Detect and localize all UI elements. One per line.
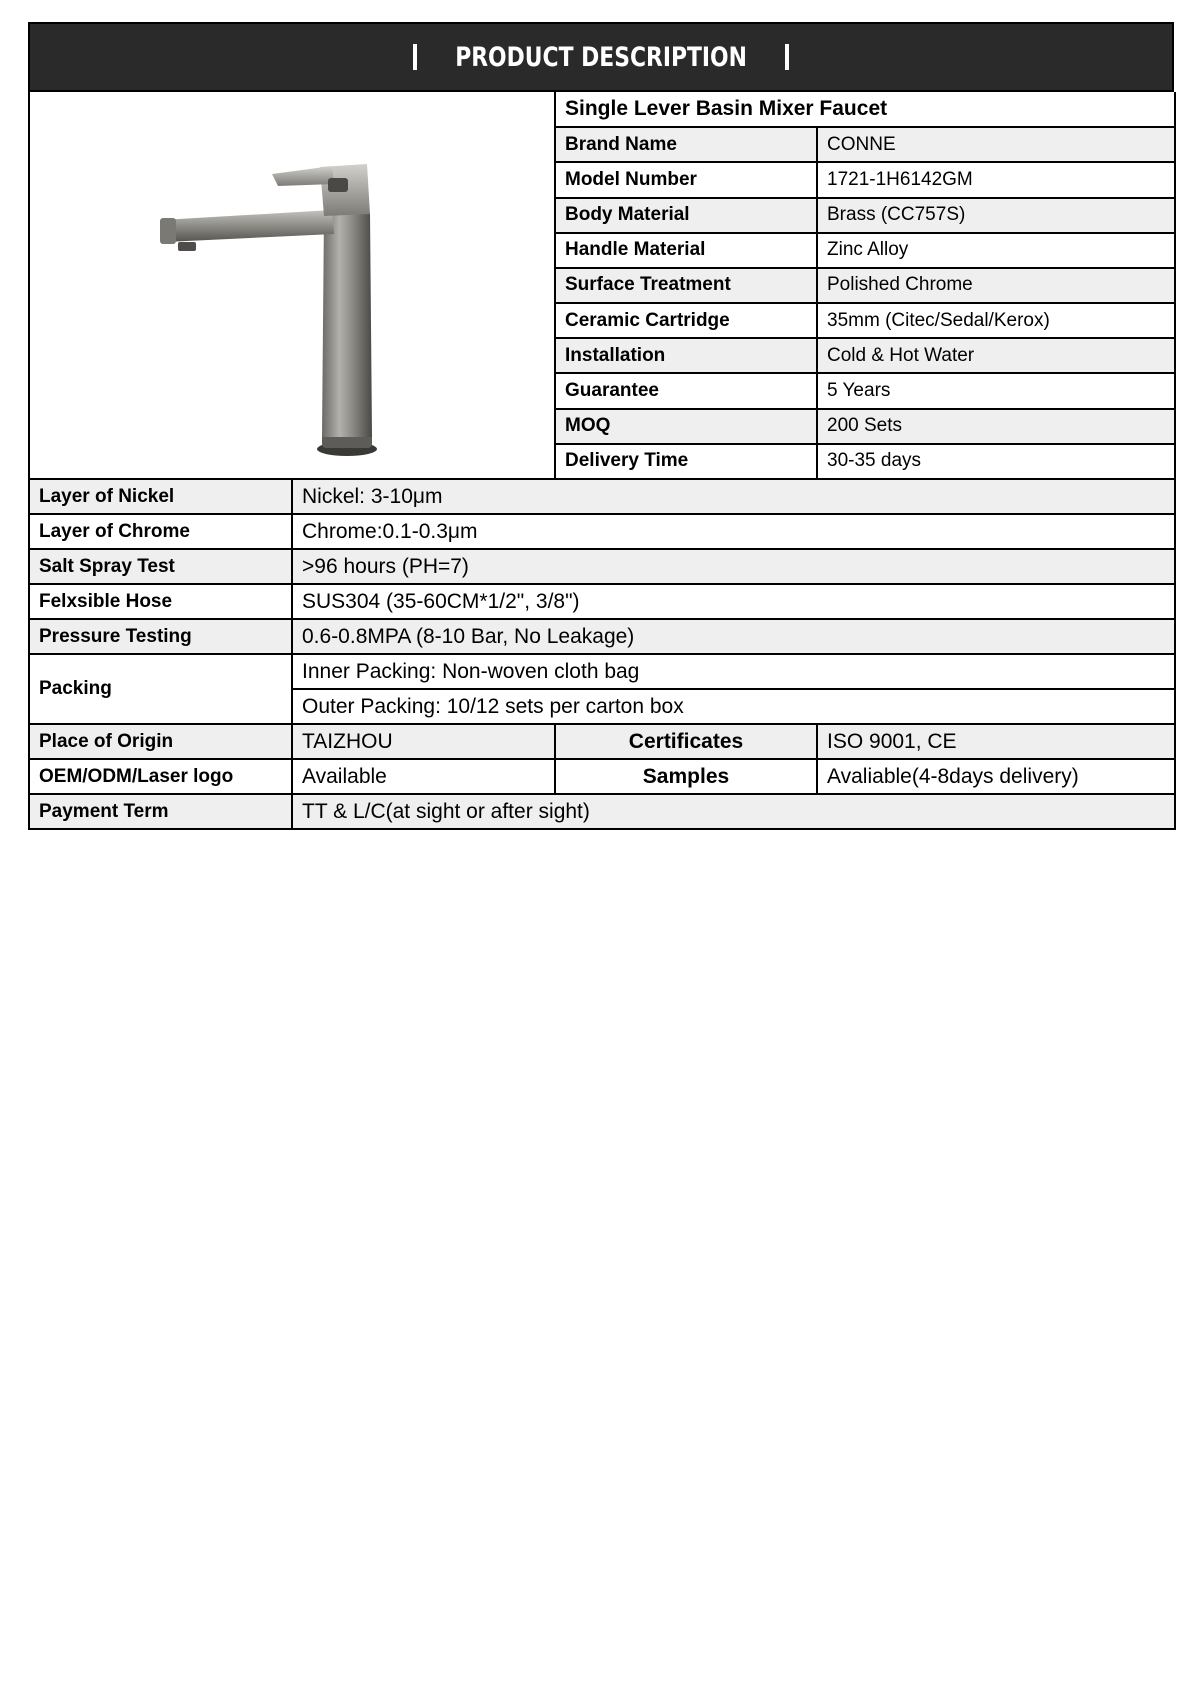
detail-label: Layer of Nickel (29, 479, 292, 514)
spec-value: 35mm (Citec/Sedal/Kerox) (817, 303, 1175, 338)
spec-value: Brass (CC757S) (817, 198, 1175, 233)
spec-label: Ceramic Cartridge (555, 303, 817, 338)
payment-label: Payment Term (29, 794, 292, 829)
spec-label: Guarantee (555, 373, 817, 408)
header-bar (28, 22, 1174, 92)
samples-label: Samples (555, 759, 817, 794)
spec-label: Installation (555, 338, 817, 373)
certificates-value: ISO 9001, CE (817, 724, 1175, 759)
origin-label: Place of Origin (29, 724, 292, 759)
certificates-label: Certificates (555, 724, 817, 759)
detail-label: Salt Spray Test (29, 549, 292, 584)
spec-label: Model Number (555, 162, 817, 197)
oem-value: Available (292, 759, 555, 794)
spec-label: MOQ (555, 409, 817, 444)
inner-packing-value: Inner Packing: Non-woven cloth bag (292, 654, 1175, 689)
header-title: PRODUCT DESCRIPTION (455, 41, 747, 73)
header-right-bar (785, 44, 789, 70)
spec-value: 1721-1H6142GM (817, 162, 1175, 197)
spec-value: 30-35 days (817, 444, 1175, 479)
origin-value: TAIZHOU (292, 724, 555, 759)
spec-label: Body Material (555, 198, 817, 233)
spec-value: 200 Sets (817, 409, 1175, 444)
detail-label: Layer of Chrome (29, 514, 292, 549)
detail-label: Felxsible Hose (29, 584, 292, 619)
outer-packing-value: Outer Packing: 10/12 sets per carton box (292, 689, 1175, 724)
detail-value: SUS304 (35-60CM*1/2", 3/8") (292, 584, 1175, 619)
spec-value: 5 Years (817, 373, 1175, 408)
spec-label: Delivery Time (555, 444, 817, 479)
header-left-bar (413, 44, 417, 70)
faucet-photo-icon (82, 92, 502, 472)
spec-value: CONNE (817, 127, 1175, 162)
product-sheet (28, 22, 1174, 830)
detail-value: >96 hours (PH=7) (292, 549, 1175, 584)
detail-value: 0.6-0.8MPA (8-10 Bar, No Leakage) (292, 619, 1175, 654)
packing-label: Packing (29, 654, 292, 724)
samples-value: Avaliable(4-8days delivery) (817, 759, 1175, 794)
oem-label: OEM/ODM/Laser logo (29, 759, 292, 794)
spec-value: Polished Chrome (817, 268, 1175, 303)
spec-label: Handle Material (555, 233, 817, 268)
spec-label: Surface Treatment (555, 268, 817, 303)
detail-value: Nickel: 3-10μm (292, 479, 1175, 514)
spec-label: Brand Name (555, 127, 817, 162)
detail-value: Chrome:0.1-0.3μm (292, 514, 1175, 549)
product-title: Single Lever Basin Mixer Faucet (555, 92, 1175, 127)
spec-value: Zinc Alloy (817, 233, 1175, 268)
spec-value: Cold & Hot Water (817, 338, 1175, 373)
payment-value: TT & L/C(at sight or after sight) (292, 794, 1175, 829)
spec-table (28, 92, 1176, 830)
product-image-cell (29, 92, 555, 479)
detail-label: Pressure Testing (29, 619, 292, 654)
